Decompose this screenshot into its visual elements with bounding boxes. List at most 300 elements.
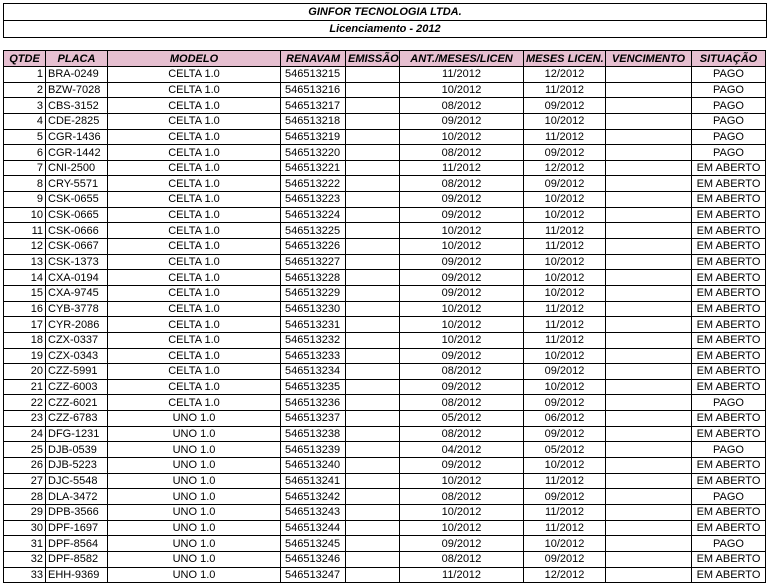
cell-placa: DJB-5223: [46, 458, 108, 474]
cell-placa: CZX-0343: [46, 348, 108, 364]
cell-meses-licen: 12/2012: [524, 160, 606, 176]
cell-qtde: 27: [4, 473, 46, 489]
cell-ant-meses-licen: 10/2012: [400, 504, 524, 520]
col-header-meses-licen: MESES LICEN.: [524, 51, 606, 67]
cell-renavam: 546513236: [281, 395, 346, 411]
cell-modelo: UNO 1.0: [108, 473, 281, 489]
cell-situacao: EM ABERTO: [692, 239, 766, 255]
cell-modelo: CELTA 1.0: [108, 192, 281, 208]
cell-meses-licen: 09/2012: [524, 395, 606, 411]
cell-placa: CZZ-6021: [46, 395, 108, 411]
cell-situacao: PAGO: [692, 67, 766, 83]
cell-emissao: [346, 239, 400, 255]
cell-ant-meses-licen: 10/2012: [400, 239, 524, 255]
cell-modelo: UNO 1.0: [108, 426, 281, 442]
cell-meses-licen: 10/2012: [524, 254, 606, 270]
cell-qtde: 26: [4, 458, 46, 474]
cell-ant-meses-licen: 09/2012: [400, 536, 524, 552]
cell-meses-licen: 09/2012: [524, 551, 606, 567]
cell-vencimento: [606, 270, 692, 286]
cell-modelo: CELTA 1.0: [108, 82, 281, 98]
cell-modelo: UNO 1.0: [108, 504, 281, 520]
cell-modelo: CELTA 1.0: [108, 348, 281, 364]
cell-vencimento: [606, 520, 692, 536]
table-row: [4, 379, 766, 395]
cell-modelo: CELTA 1.0: [108, 270, 281, 286]
cell-renavam: 546513235: [281, 379, 346, 395]
cell-ant-meses-licen: 09/2012: [400, 207, 524, 223]
table-header-row: [4, 51, 766, 67]
cell-emissao: [346, 317, 400, 333]
cell-situacao: PAGO: [692, 489, 766, 505]
cell-emissao: [346, 82, 400, 98]
cell-renavam: 546513229: [281, 285, 346, 301]
cell-renavam: 546513223: [281, 192, 346, 208]
cell-qtde: 29: [4, 504, 46, 520]
cell-vencimento: [606, 176, 692, 192]
cell-meses-licen: 12/2012: [524, 67, 606, 83]
cell-vencimento: [606, 207, 692, 223]
cell-vencimento: [606, 98, 692, 114]
cell-ant-meses-licen: 09/2012: [400, 270, 524, 286]
cell-modelo: CELTA 1.0: [108, 395, 281, 411]
cell-situacao: EM ABERTO: [692, 458, 766, 474]
cell-qtde: 16: [4, 301, 46, 317]
cell-qtde: 25: [4, 442, 46, 458]
cell-qtde: 23: [4, 411, 46, 427]
cell-modelo: CELTA 1.0: [108, 332, 281, 348]
cell-vencimento: [606, 67, 692, 83]
cell-ant-meses-licen: 09/2012: [400, 348, 524, 364]
cell-qtde: 7: [4, 160, 46, 176]
table-row: [4, 567, 766, 583]
cell-meses-licen: 11/2012: [524, 317, 606, 333]
cell-ant-meses-licen: 04/2012: [400, 442, 524, 458]
cell-renavam: 546513225: [281, 223, 346, 239]
cell-renavam: 546513239: [281, 442, 346, 458]
cell-modelo: UNO 1.0: [108, 567, 281, 583]
cell-renavam: 546513241: [281, 473, 346, 489]
table-row: [4, 207, 766, 223]
cell-vencimento: [606, 317, 692, 333]
cell-vencimento: [606, 239, 692, 255]
cell-emissao: [346, 207, 400, 223]
cell-vencimento: [606, 332, 692, 348]
cell-vencimento: [606, 145, 692, 161]
cell-ant-meses-licen: 09/2012: [400, 192, 524, 208]
cell-situacao: EM ABERTO: [692, 567, 766, 583]
cell-situacao: PAGO: [692, 113, 766, 129]
cell-ant-meses-licen: 10/2012: [400, 223, 524, 239]
cell-ant-meses-licen: 09/2012: [400, 458, 524, 474]
cell-meses-licen: 11/2012: [524, 223, 606, 239]
table-row: [4, 426, 766, 442]
cell-renavam: 546513231: [281, 317, 346, 333]
table-row: [4, 411, 766, 427]
cell-qtde: 33: [4, 567, 46, 583]
cell-renavam: 546513247: [281, 567, 346, 583]
cell-placa: CZZ-6783: [46, 411, 108, 427]
cell-situacao: EM ABERTO: [692, 411, 766, 427]
cell-qtde: 18: [4, 332, 46, 348]
table-row: [4, 145, 766, 161]
table-row: [4, 520, 766, 536]
cell-qtde: 15: [4, 285, 46, 301]
cell-emissao: [346, 192, 400, 208]
cell-ant-meses-licen: 08/2012: [400, 364, 524, 380]
cell-qtde: 1: [4, 67, 46, 83]
cell-qtde: 14: [4, 270, 46, 286]
cell-modelo: CELTA 1.0: [108, 254, 281, 270]
cell-ant-meses-licen: 10/2012: [400, 301, 524, 317]
cell-qtde: 8: [4, 176, 46, 192]
cell-meses-licen: 10/2012: [524, 207, 606, 223]
cell-placa: DLA-3472: [46, 489, 108, 505]
cell-emissao: [346, 301, 400, 317]
cell-modelo: UNO 1.0: [108, 489, 281, 505]
cell-modelo: UNO 1.0: [108, 458, 281, 474]
cell-placa: CRY-5571: [46, 176, 108, 192]
cell-modelo: CELTA 1.0: [108, 317, 281, 333]
cell-qtde: 9: [4, 192, 46, 208]
cell-modelo: CELTA 1.0: [108, 364, 281, 380]
table-row: [4, 364, 766, 380]
table-row: [4, 473, 766, 489]
cell-situacao: PAGO: [692, 145, 766, 161]
cell-vencimento: [606, 379, 692, 395]
cell-situacao: EM ABERTO: [692, 426, 766, 442]
cell-renavam: 546513220: [281, 145, 346, 161]
cell-situacao: PAGO: [692, 98, 766, 114]
cell-situacao: PAGO: [692, 129, 766, 145]
col-header-emissao: EMISSÃO: [346, 51, 400, 67]
cell-vencimento: [606, 442, 692, 458]
cell-ant-meses-licen: 08/2012: [400, 145, 524, 161]
cell-meses-licen: 11/2012: [524, 473, 606, 489]
cell-emissao: [346, 458, 400, 474]
cell-modelo: CELTA 1.0: [108, 379, 281, 395]
cell-qtde: 11: [4, 223, 46, 239]
cell-situacao: PAGO: [692, 82, 766, 98]
licensing-table: [3, 50, 766, 583]
cell-vencimento: [606, 411, 692, 427]
table-row: [4, 285, 766, 301]
cell-meses-licen: 12/2012: [524, 567, 606, 583]
cell-meses-licen: 11/2012: [524, 82, 606, 98]
cell-placa: CSK-1373: [46, 254, 108, 270]
cell-qtde: 12: [4, 239, 46, 255]
cell-vencimento: [606, 223, 692, 239]
table-row: [4, 113, 766, 129]
cell-renavam: 546513224: [281, 207, 346, 223]
col-header-vencimento: VENCIMENTO: [606, 51, 692, 67]
cell-emissao: [346, 379, 400, 395]
cell-placa: DPB-3566: [46, 504, 108, 520]
cell-situacao: EM ABERTO: [692, 504, 766, 520]
cell-emissao: [346, 67, 400, 83]
col-header-situacao: SITUAÇÃO: [692, 51, 766, 67]
company-name: GINFOR TECNOLOGIA LTDA.: [308, 6, 462, 18]
cell-meses-licen: 11/2012: [524, 239, 606, 255]
table-row: [4, 254, 766, 270]
cell-situacao: EM ABERTO: [692, 160, 766, 176]
cell-emissao: [346, 113, 400, 129]
table-row: [4, 332, 766, 348]
cell-placa: CNI-2500: [46, 160, 108, 176]
cell-vencimento: [606, 458, 692, 474]
cell-situacao: EM ABERTO: [692, 176, 766, 192]
cell-vencimento: [606, 426, 692, 442]
table-row: [4, 270, 766, 286]
cell-ant-meses-licen: 10/2012: [400, 129, 524, 145]
cell-renavam: 546513242: [281, 489, 346, 505]
col-header-modelo: MODELO: [108, 51, 281, 67]
cell-vencimento: [606, 567, 692, 583]
cell-ant-meses-licen: 11/2012: [400, 160, 524, 176]
cell-qtde: 21: [4, 379, 46, 395]
cell-qtde: 30: [4, 520, 46, 536]
cell-vencimento: [606, 254, 692, 270]
table-row: [4, 67, 766, 83]
cell-qtde: 24: [4, 426, 46, 442]
table-row: [4, 160, 766, 176]
cell-vencimento: [606, 192, 692, 208]
cell-situacao: PAGO: [692, 536, 766, 552]
cell-qtde: 19: [4, 348, 46, 364]
cell-emissao: [346, 504, 400, 520]
cell-meses-licen: 09/2012: [524, 426, 606, 442]
cell-qtde: 32: [4, 551, 46, 567]
cell-vencimento: [606, 285, 692, 301]
cell-meses-licen: 09/2012: [524, 489, 606, 505]
cell-meses-licen: 10/2012: [524, 536, 606, 552]
cell-modelo: CELTA 1.0: [108, 239, 281, 255]
cell-placa: EHH-9369: [46, 567, 108, 583]
cell-meses-licen: 11/2012: [524, 129, 606, 145]
cell-renavam: 546513245: [281, 536, 346, 552]
cell-renavam: 546513240: [281, 458, 346, 474]
cell-ant-meses-licen: 08/2012: [400, 551, 524, 567]
cell-meses-licen: 09/2012: [524, 364, 606, 380]
cell-placa: DJB-0539: [46, 442, 108, 458]
col-header-renavam: RENAVAM: [281, 51, 346, 67]
cell-qtde: 17: [4, 317, 46, 333]
cell-renavam: 546513217: [281, 98, 346, 114]
cell-qtde: 6: [4, 145, 46, 161]
cell-modelo: CELTA 1.0: [108, 285, 281, 301]
cell-meses-licen: 09/2012: [524, 176, 606, 192]
cell-situacao: EM ABERTO: [692, 285, 766, 301]
table-body: [4, 67, 766, 583]
cell-modelo: CELTA 1.0: [108, 223, 281, 239]
cell-situacao: PAGO: [692, 442, 766, 458]
cell-modelo: UNO 1.0: [108, 442, 281, 458]
cell-meses-licen: 10/2012: [524, 458, 606, 474]
cell-situacao: EM ABERTO: [692, 207, 766, 223]
cell-modelo: CELTA 1.0: [108, 207, 281, 223]
cell-ant-meses-licen: 08/2012: [400, 426, 524, 442]
cell-renavam: 546513230: [281, 301, 346, 317]
cell-placa: CXA-9745: [46, 285, 108, 301]
cell-vencimento: [606, 301, 692, 317]
cell-qtde: 28: [4, 489, 46, 505]
cell-situacao: PAGO: [692, 395, 766, 411]
cell-emissao: [346, 332, 400, 348]
cell-ant-meses-licen: 11/2012: [400, 567, 524, 583]
cell-situacao: EM ABERTO: [692, 551, 766, 567]
cell-situacao: EM ABERTO: [692, 270, 766, 286]
cell-qtde: 10: [4, 207, 46, 223]
cell-placa: CSK-0666: [46, 223, 108, 239]
cell-vencimento: [606, 113, 692, 129]
cell-vencimento: [606, 473, 692, 489]
cell-modelo: UNO 1.0: [108, 536, 281, 552]
cell-meses-licen: 10/2012: [524, 192, 606, 208]
cell-renavam: 546513243: [281, 504, 346, 520]
cell-renavam: 546513244: [281, 520, 346, 536]
cell-ant-meses-licen: 10/2012: [400, 473, 524, 489]
cell-modelo: CELTA 1.0: [108, 160, 281, 176]
cell-qtde: 20: [4, 364, 46, 380]
cell-vencimento: [606, 489, 692, 505]
cell-situacao: EM ABERTO: [692, 223, 766, 239]
cell-placa: CYB-3778: [46, 301, 108, 317]
cell-qtde: 4: [4, 113, 46, 129]
cell-placa: DFG-1231: [46, 426, 108, 442]
table-row: [4, 301, 766, 317]
cell-emissao: [346, 98, 400, 114]
cell-ant-meses-licen: 08/2012: [400, 98, 524, 114]
cell-renavam: 546513227: [281, 254, 346, 270]
cell-placa: CXA-0194: [46, 270, 108, 286]
cell-situacao: EM ABERTO: [692, 301, 766, 317]
cell-ant-meses-licen: 09/2012: [400, 113, 524, 129]
cell-renavam: 546513238: [281, 426, 346, 442]
cell-placa: CGR-1442: [46, 145, 108, 161]
cell-placa: CZZ-6003: [46, 379, 108, 395]
cell-meses-licen: 11/2012: [524, 520, 606, 536]
cell-modelo: UNO 1.0: [108, 551, 281, 567]
cell-vencimento: [606, 395, 692, 411]
table-row: [4, 348, 766, 364]
cell-meses-licen: 05/2012: [524, 442, 606, 458]
table-row: [4, 176, 766, 192]
cell-renavam: 546513215: [281, 67, 346, 83]
cell-renavam: 546513237: [281, 411, 346, 427]
cell-placa: BRA-0249: [46, 67, 108, 83]
cell-situacao: EM ABERTO: [692, 192, 766, 208]
cell-renavam: 546513233: [281, 348, 346, 364]
cell-emissao: [346, 442, 400, 458]
table-row: [4, 536, 766, 552]
cell-placa: CYR-2086: [46, 317, 108, 333]
cell-situacao: EM ABERTO: [692, 520, 766, 536]
cell-ant-meses-licen: 10/2012: [400, 332, 524, 348]
cell-meses-licen: 11/2012: [524, 332, 606, 348]
table-row: [4, 98, 766, 114]
cell-placa: BZW-7028: [46, 82, 108, 98]
cell-emissao: [346, 364, 400, 380]
cell-vencimento: [606, 364, 692, 380]
cell-vencimento: [606, 536, 692, 552]
cell-meses-licen: 10/2012: [524, 113, 606, 129]
cell-ant-meses-licen: 08/2012: [400, 395, 524, 411]
cell-vencimento: [606, 504, 692, 520]
cell-emissao: [346, 348, 400, 364]
cell-ant-meses-licen: 10/2012: [400, 82, 524, 98]
cell-renavam: 546513232: [281, 332, 346, 348]
cell-placa: CZZ-5991: [46, 364, 108, 380]
cell-ant-meses-licen: 10/2012: [400, 317, 524, 333]
cell-ant-meses-licen: 09/2012: [400, 285, 524, 301]
cell-meses-licen: 10/2012: [524, 379, 606, 395]
cell-placa: DPF-8582: [46, 551, 108, 567]
table-row: [4, 395, 766, 411]
cell-renavam: 546513234: [281, 364, 346, 380]
report-title-box: [3, 3, 767, 38]
table-row: [4, 317, 766, 333]
cell-modelo: UNO 1.0: [108, 520, 281, 536]
cell-situacao: EM ABERTO: [692, 364, 766, 380]
cell-renavam: 546513222: [281, 176, 346, 192]
cell-renavam: 546513219: [281, 129, 346, 145]
cell-vencimento: [606, 129, 692, 145]
cell-ant-meses-licen: 08/2012: [400, 489, 524, 505]
cell-emissao: [346, 536, 400, 552]
cell-situacao: EM ABERTO: [692, 473, 766, 489]
cell-qtde: 3: [4, 98, 46, 114]
cell-meses-licen: 10/2012: [524, 285, 606, 301]
cell-placa: DPF-8564: [46, 536, 108, 552]
cell-placa: DJC-5548: [46, 473, 108, 489]
cell-emissao: [346, 254, 400, 270]
cell-modelo: CELTA 1.0: [108, 301, 281, 317]
col-header-placa: PLACA: [46, 51, 108, 67]
cell-emissao: [346, 473, 400, 489]
cell-vencimento: [606, 348, 692, 364]
cell-ant-meses-licen: 11/2012: [400, 67, 524, 83]
cell-emissao: [346, 395, 400, 411]
table-row: [4, 82, 766, 98]
cell-situacao: EM ABERTO: [692, 332, 766, 348]
cell-modelo: CELTA 1.0: [108, 145, 281, 161]
cell-ant-meses-licen: 05/2012: [400, 411, 524, 427]
cell-emissao: [346, 426, 400, 442]
cell-situacao: EM ABERTO: [692, 348, 766, 364]
cell-vencimento: [606, 160, 692, 176]
table-row: [4, 504, 766, 520]
cell-modelo: CELTA 1.0: [108, 176, 281, 192]
table-row: [4, 442, 766, 458]
cell-placa: CSK-0655: [46, 192, 108, 208]
table-row: [4, 239, 766, 255]
cell-meses-licen: 11/2012: [524, 301, 606, 317]
cell-modelo: UNO 1.0: [108, 411, 281, 427]
cell-emissao: [346, 176, 400, 192]
cell-placa: CSK-0665: [46, 207, 108, 223]
cell-meses-licen: 11/2012: [524, 504, 606, 520]
cell-ant-meses-licen: 10/2012: [400, 520, 524, 536]
table-row: [4, 223, 766, 239]
cell-placa: CBS-3152: [46, 98, 108, 114]
cell-situacao: EM ABERTO: [692, 379, 766, 395]
cell-emissao: [346, 520, 400, 536]
cell-meses-licen: 09/2012: [524, 145, 606, 161]
cell-emissao: [346, 129, 400, 145]
col-header-qtde: QTDE: [4, 51, 46, 67]
cell-emissao: [346, 160, 400, 176]
cell-ant-meses-licen: 08/2012: [400, 176, 524, 192]
